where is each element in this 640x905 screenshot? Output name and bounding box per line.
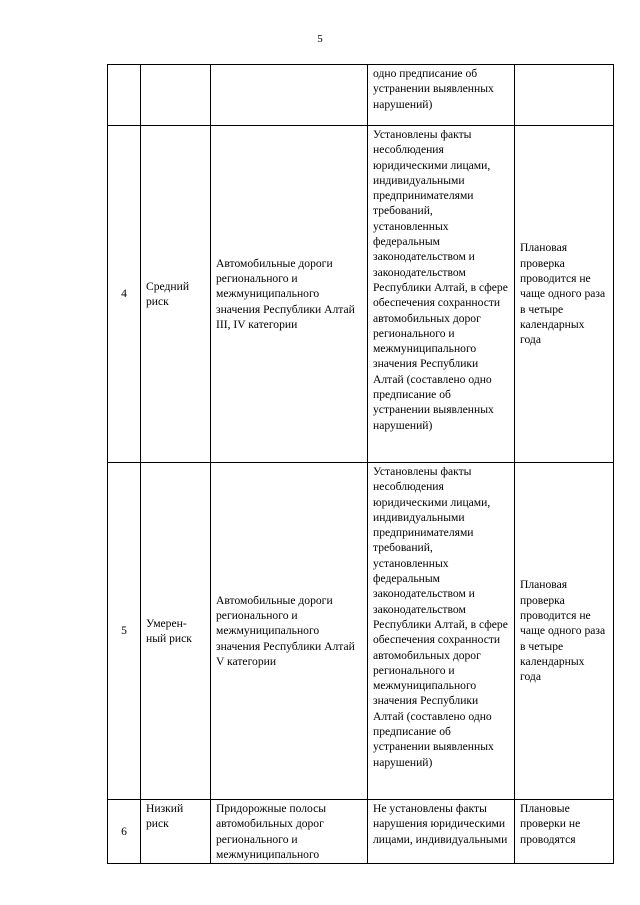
criteria-cell: Установлены факты несоблюдения юридическими лицами, индивидуальными предпринимателями требований, установленных федеральным законодательством и законодательством Республики Алтай, в сфере обеспечения сохранности автомобильных дорог регионального и межмуниципального значения Республики Алтай (составлено одно предписание об устранении выявленных нарушений) (368, 126, 515, 463)
frequency-cell (515, 65, 614, 126)
table-row (108, 65, 614, 126)
risk-category-table (107, 64, 614, 864)
frequency-cell: Плановые проверки не проводятся (515, 800, 614, 864)
row-number-cell (108, 65, 141, 126)
frequency-cell: Плановая проверка проводится не чаще одного раза в четыре календарных года (515, 126, 614, 463)
objects-cell: Автомобильные дороги регионального и межмуниципального значения Республики Алтай V категории (211, 463, 368, 800)
table-row (108, 126, 614, 463)
objects-cell: Автомобильные дороги регионального и межмуниципального значения Республики Алтай III, IV категории (211, 126, 368, 463)
risk-category-cell: Низкий риск (141, 800, 211, 864)
table-row (108, 463, 614, 800)
frequency-cell: Плановая проверка проводится не чаще одного раза в четыре календарных года (515, 463, 614, 800)
row-number-cell: 6 (108, 800, 141, 864)
risk-category-cell: Умерен-ный риск (141, 463, 211, 800)
row-number-cell: 5 (108, 463, 141, 800)
row-number-cell: 4 (108, 126, 141, 463)
criteria-cell: одно предписание об устранении выявленных нарушений) (368, 65, 515, 126)
criteria-cell: Не установлены факты нарушения юридическими лицами, индивидуальными (368, 800, 515, 864)
table-row (108, 800, 614, 864)
page-number: 5 (317, 33, 323, 45)
risk-category-cell: Средний риск (141, 126, 211, 463)
objects-cell (211, 65, 368, 126)
objects-cell: Придорожные полосы автомобильных дорог регионального и межмуниципального (211, 800, 368, 864)
criteria-cell: Установлены факты несоблюдения юридическими лицами, индивидуальными предпринимателями требований, установленных федеральным законодательством и законодательством Республики Алтай, в сфере обеспечения сохранности автомобильных дорог регионального и межмуниципального значения Республики Алтай (составлено одно предписание об устранении выявленных нарушений) (368, 463, 515, 800)
risk-category-cell (141, 65, 211, 126)
